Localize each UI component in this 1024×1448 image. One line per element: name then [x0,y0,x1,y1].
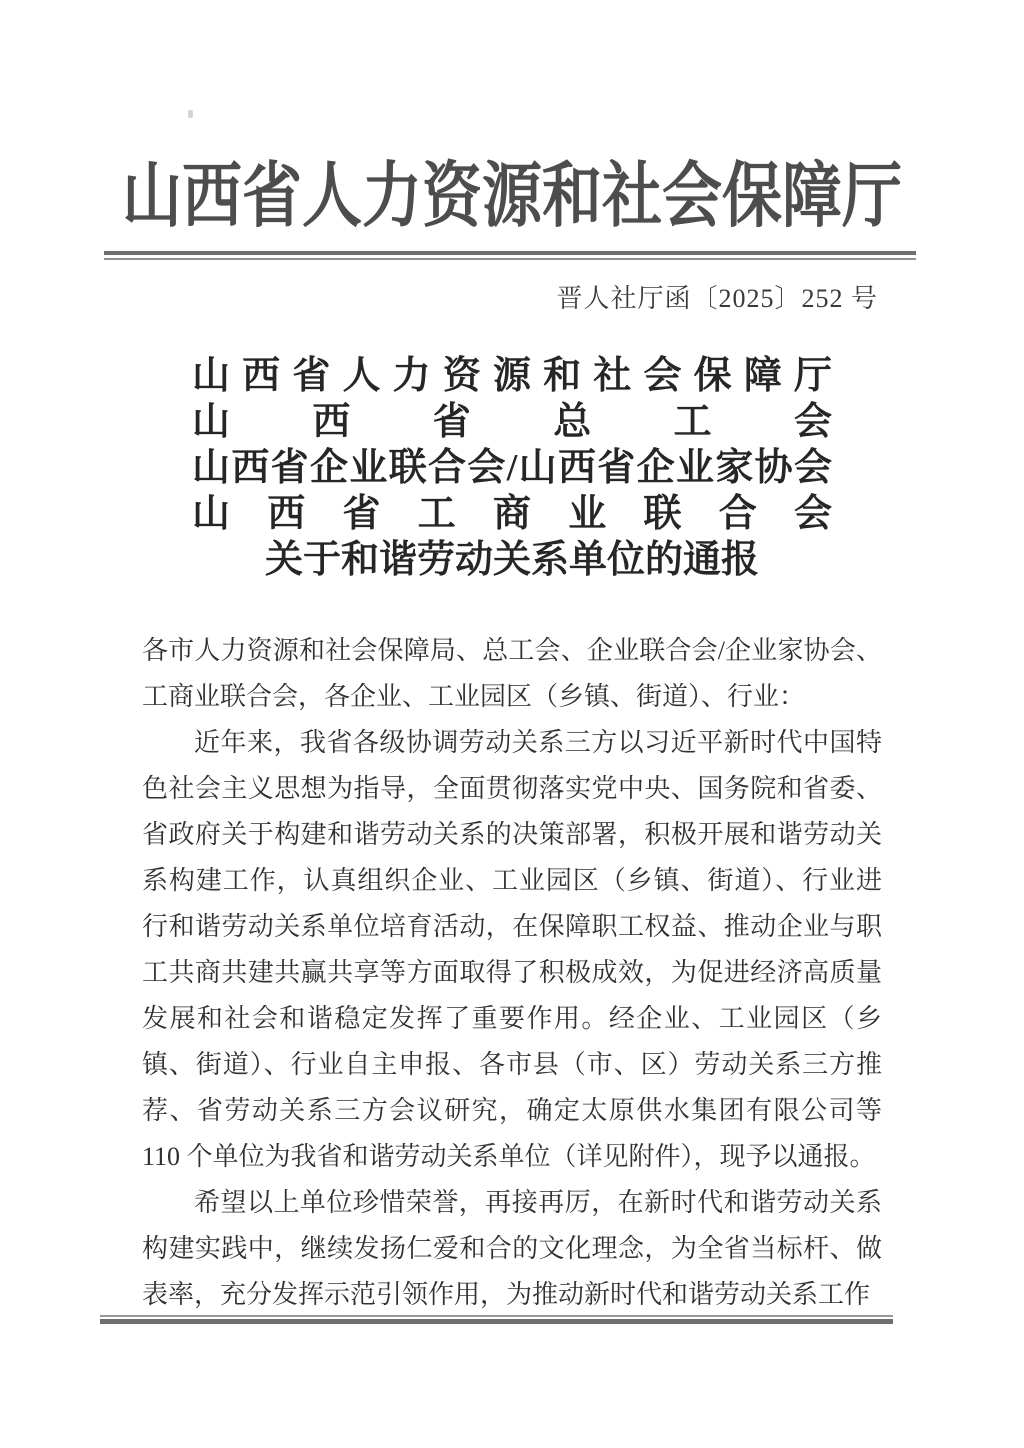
salutation-paragraph: 各市人力资源和社会保障局、总工会、企业联合会/企业家协会、工商业联合会，各企业、工业园区（乡镇、街道）、行业： [142,636,882,711]
document-number: 晋人社厅函〔2025〕252 号 [556,284,878,313]
document-body [142,628,882,1318]
header-divider-thin-line [104,258,916,260]
title-line-issuer-3: 山西省企业联合会/山西省企业家协会 [192,447,832,489]
header-divider-thick-line [104,251,916,255]
body-paragraph-1: 近年来，我省各级协调劳动关系三方以习近平新时代中国特色社会主义思想为指导，全面贯彻落实党中央、国务院和省委、省政府关于构建和谐劳动关系的决策部署，积极开展和谐劳动关系构建工作，认真组织企业、工业园区（乡镇、街道）、行业进行和谐劳动关系单位培育活动，在保障职工权益、推动企业与职工共商共建共赢共享等方面取得了积极成效，为促进经济高质量发展和社会和谐稳定发挥了重要作用。经企业、工业园区（乡镇、街道）、行业自主申报、各市县（市、区）劳动关系三方推荐、省劳动关系三方会议研究，确定太原供水集团有限公司等 110 个单位为我省和谐劳动关系单位（详见附件），现予以通报。 [142,728,882,1171]
title-line-issuer-4: 山西省工商业联合会 [192,493,832,535]
footer-divider-thin-line [100,1315,893,1317]
header-divider [104,251,916,260]
body-paragraph-2: 希望以上单位珍惜荣誉，再接再厉，在新时代和谐劳动关系构建实践中，继续发扬仁爱和合的文化理念，为全省当标杆、做表率，充分发挥示范引领作用，为推动新时代和谐劳动关系工作 [142,1188,882,1309]
title-line-issuer-2: 山西省总工会 [192,401,832,443]
footer-divider [100,1315,893,1324]
letterhead-title: 山西省人力资源和社会保障厅 [122,157,902,236]
scan-artifact-dot [188,110,193,118]
title-line-issuer-1: 山西省人力资源和社会保障厅 [192,355,832,397]
document-title-block [192,353,832,583]
title-line-subject: 关于和谐劳动关系单位的通报 [264,539,759,581]
footer-divider-thick-line [100,1319,893,1324]
